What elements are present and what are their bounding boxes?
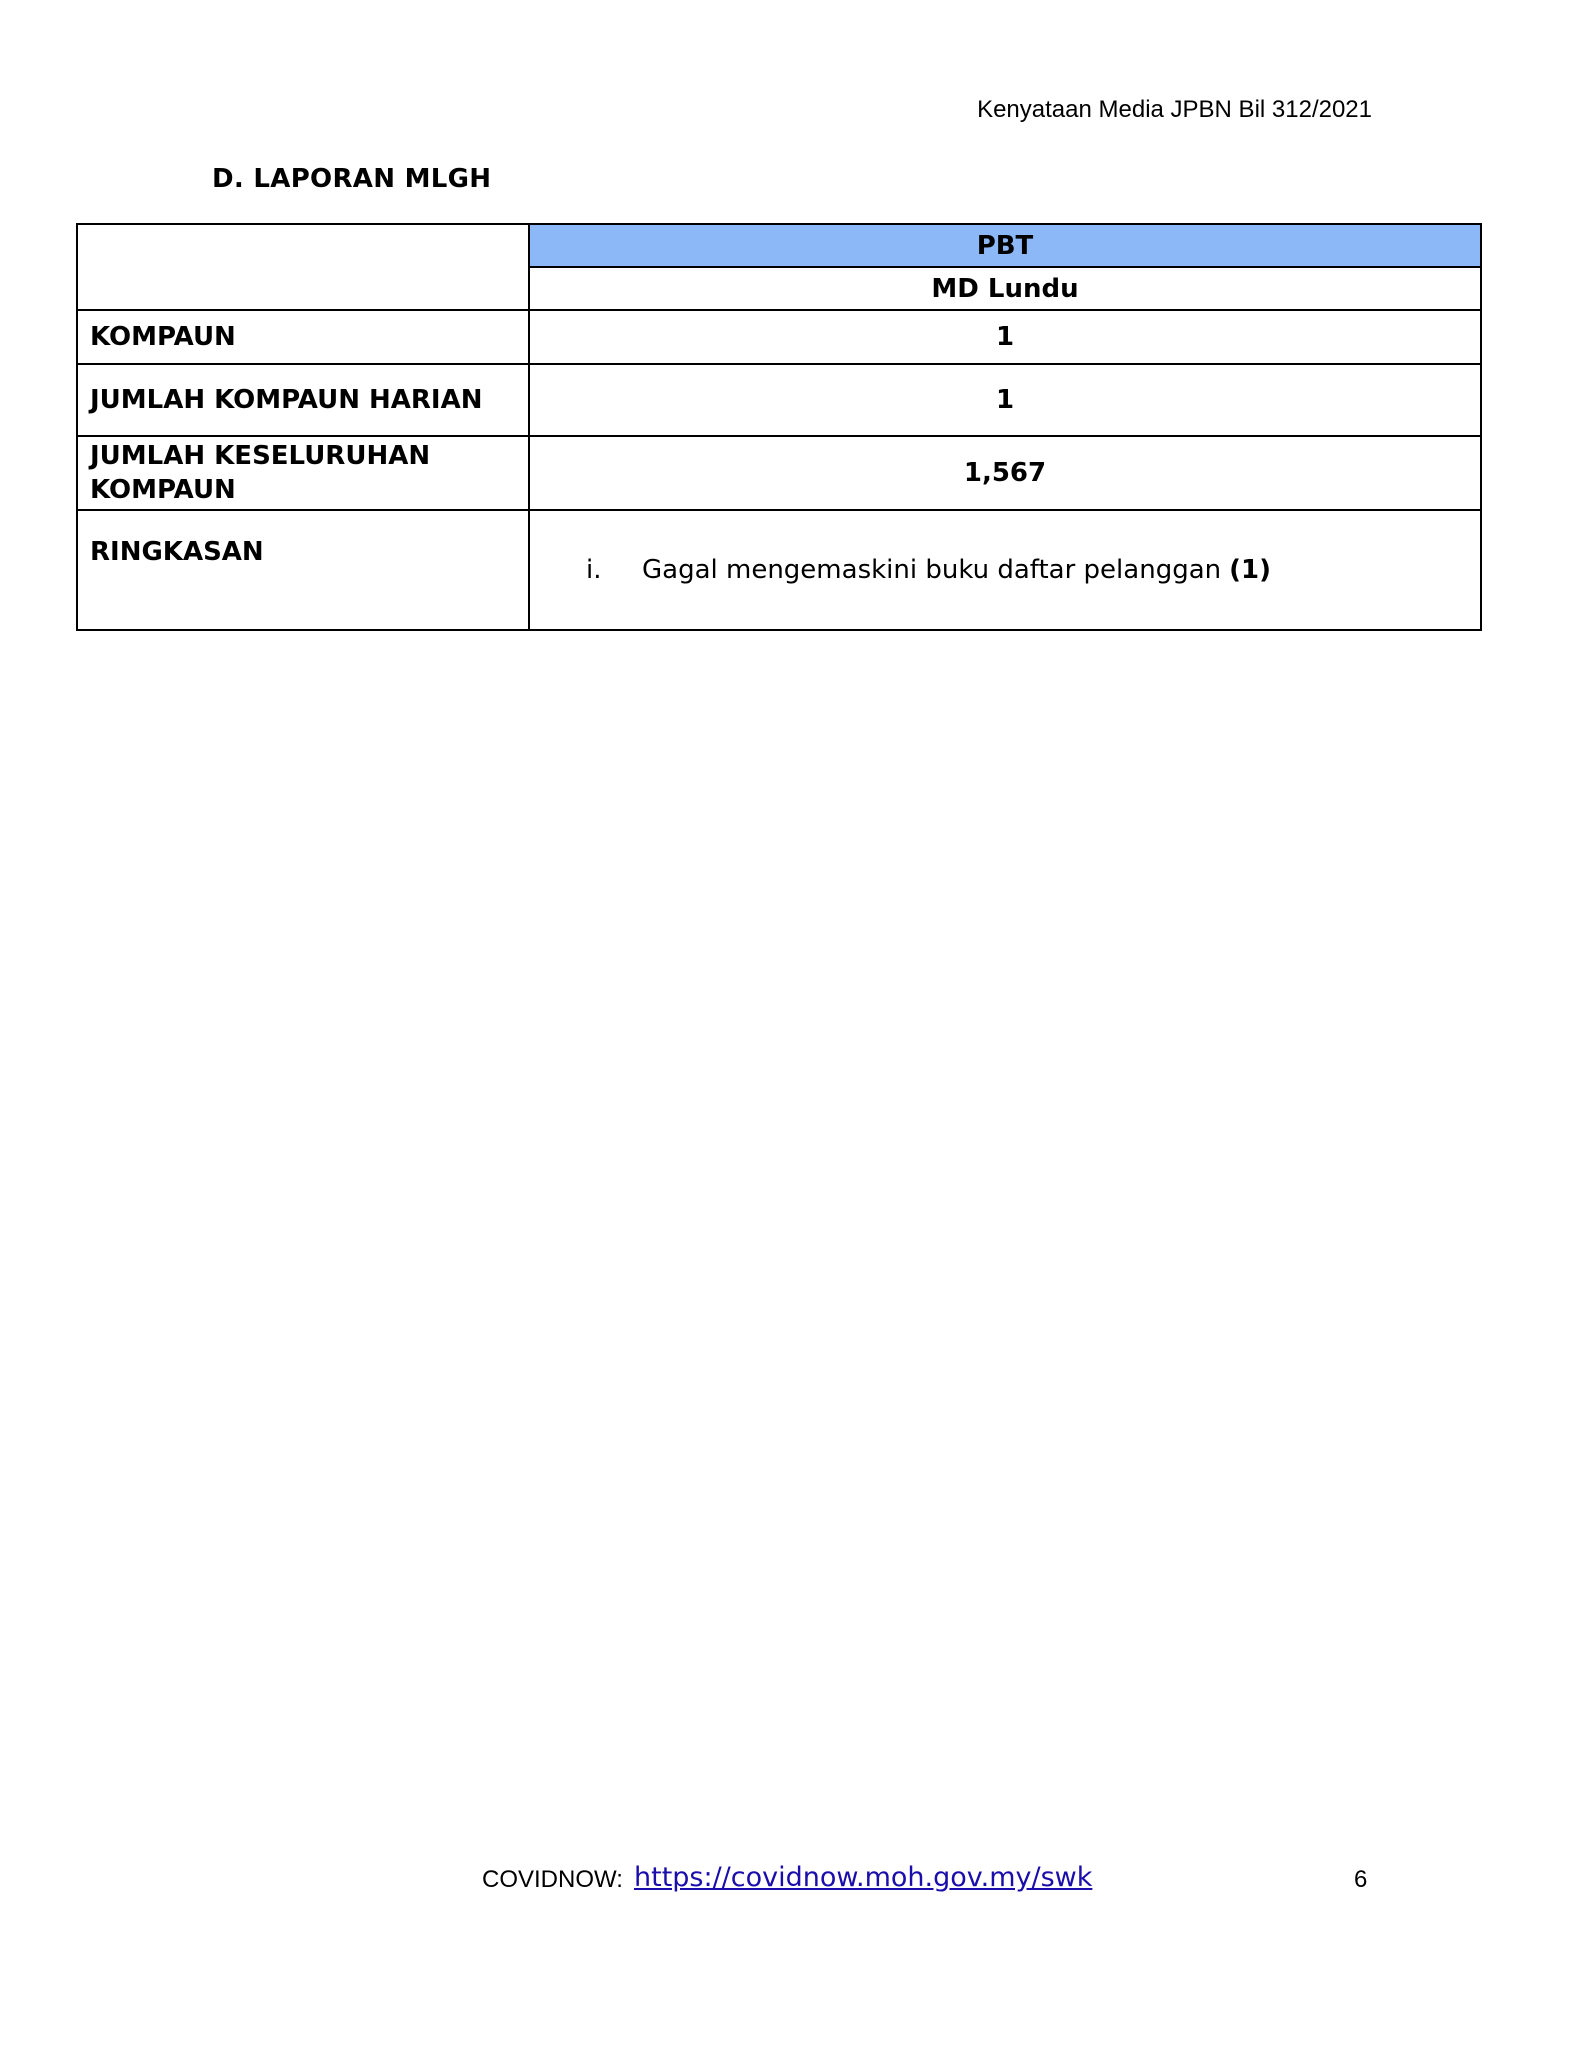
page-number: 6 [1354, 1866, 1368, 1893]
summary-cell [529, 510, 1481, 630]
table-row-kompaun [77, 310, 1481, 364]
row-label-line-1: JUMLAH KESELURUHAN [90, 441, 431, 471]
row-label-kompaun: KOMPAUN [77, 310, 529, 364]
summary-item-count: (1) [1229, 555, 1271, 585]
footer-label: COVIDNOW: [482, 1866, 623, 1893]
row-value-jumlah-kompaun-harian: 1 [529, 364, 1481, 436]
row-label-jumlah-keseluruhan-kompaun [77, 436, 529, 510]
table-row-jumlah-keseluruhan-kompaun [77, 436, 1481, 510]
row-label-ringkasan: RINGKASAN [77, 510, 529, 630]
row-value-jumlah-keseluruhan-kompaun: 1,567 [529, 436, 1481, 510]
md-lundu-header-cell: MD Lundu [529, 267, 1481, 310]
summary-item-text: Gagal mengemaskini buku daftar pelanggan [642, 555, 1222, 585]
table-row-jumlah-kompaun-harian [77, 364, 1481, 436]
covidnow-link[interactable]: https://covidnow.moh.gov.my/swk [634, 1862, 1093, 1893]
summary-list-item [542, 555, 1468, 585]
row-label-line-2: KOMPAUN [90, 475, 236, 505]
mlgh-report-table [76, 223, 1482, 631]
table-row-ringkasan [77, 510, 1481, 630]
page-footer [0, 1862, 1582, 1902]
pbt-header-cell: PBT [529, 224, 1481, 267]
document-reference: Kenyataan Media JPBN Bil 312/2021 [977, 96, 1372, 123]
row-value-kompaun: 1 [529, 310, 1481, 364]
blank-corner-cell [77, 224, 529, 310]
summary-item-number: i. [586, 555, 602, 585]
row-label-jumlah-kompaun-harian: JUMLAH KOMPAUN HARIAN [77, 364, 529, 436]
section-title: D. LAPORAN MLGH [212, 164, 492, 194]
